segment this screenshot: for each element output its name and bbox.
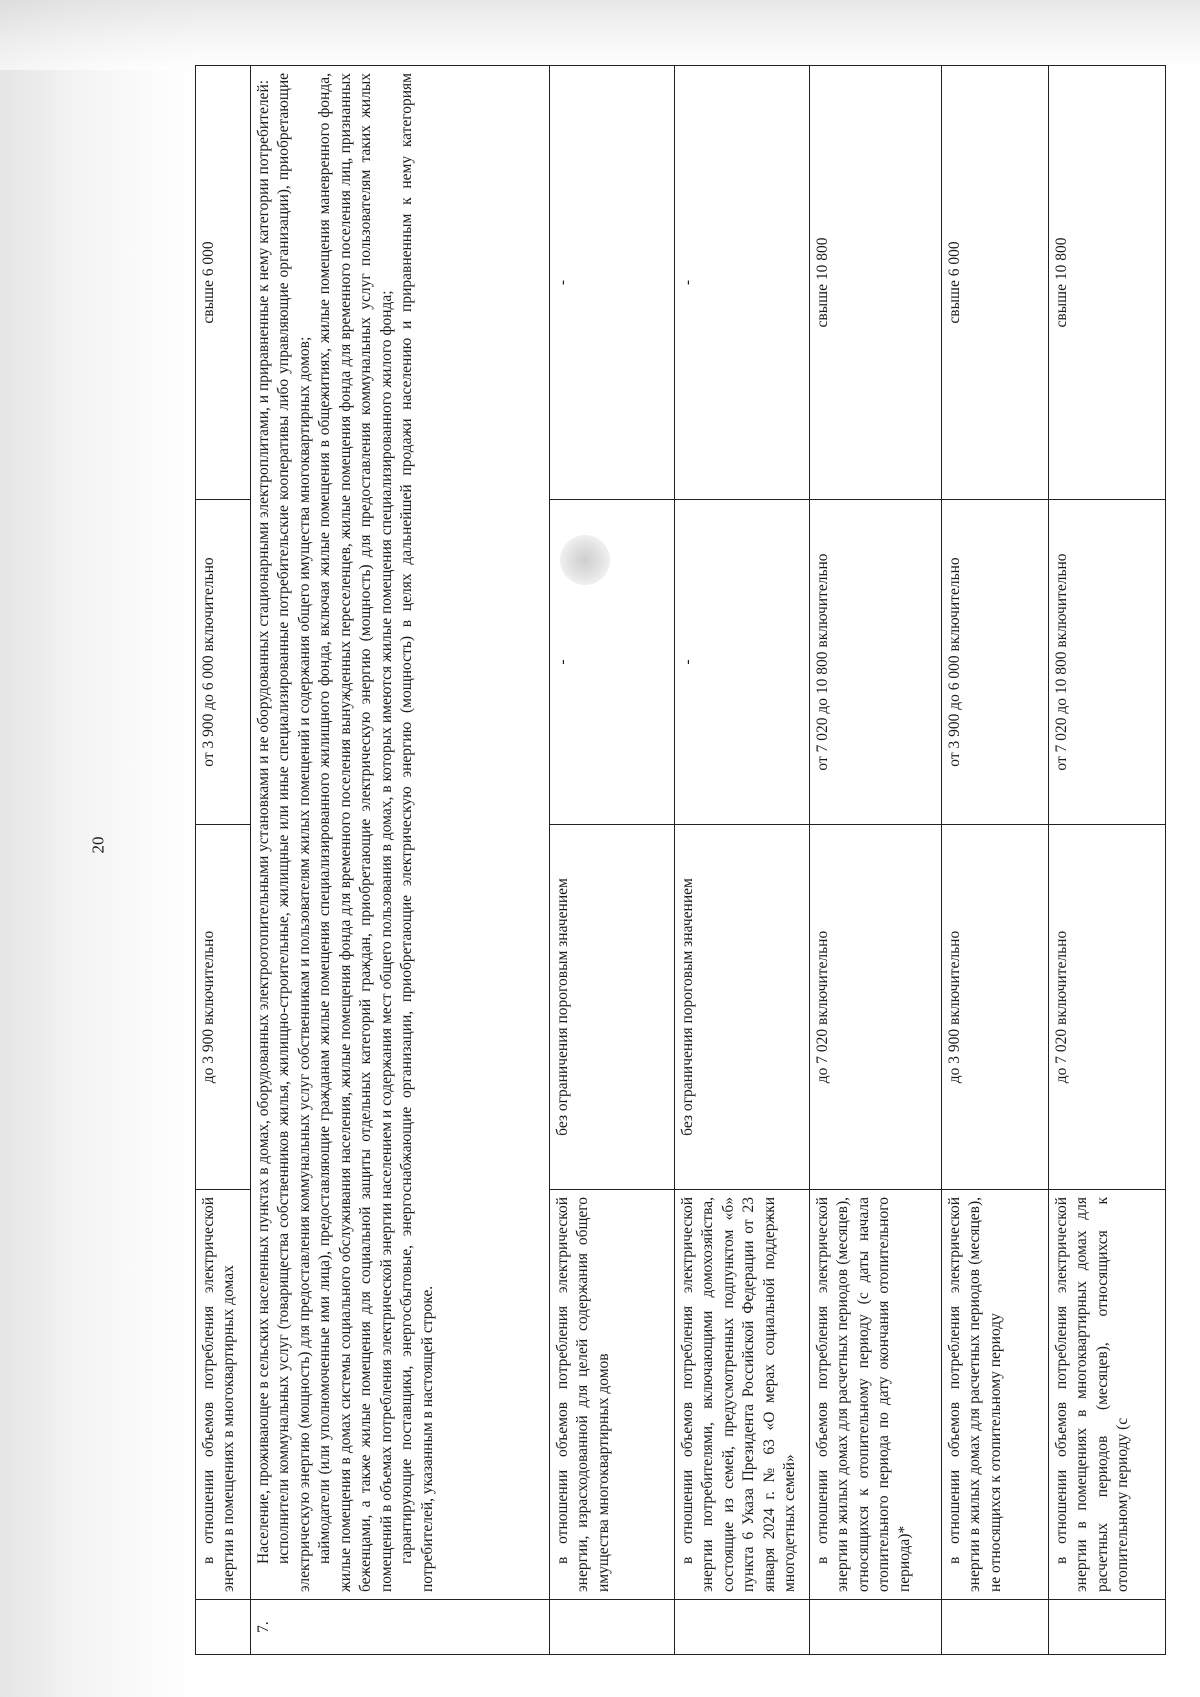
threshold-col-3: свыше 6 000 bbox=[942, 66, 1049, 500]
table-row bbox=[1049, 66, 1166, 1655]
row-description: в отношении объемов потребления электрической энергии, израсходованной для целей содержания общего имущества многоквартирных домов bbox=[550, 1190, 675, 1600]
threshold-col-2: - bbox=[550, 500, 675, 825]
page-number: 20 bbox=[88, 836, 108, 854]
threshold-col-1: до 3 900 включительно bbox=[196, 825, 251, 1190]
threshold-col-2: от 3 900 до 6 000 включительно bbox=[196, 500, 251, 825]
table-row bbox=[550, 66, 675, 1655]
threshold-col-1: до 7 020 включительно bbox=[810, 825, 942, 1190]
threshold-col-3: - bbox=[550, 66, 675, 500]
row-description: в отношении объемов потребления электрической энергии в помещениях в многоквартирных домах bbox=[196, 1190, 251, 1600]
rotated-page bbox=[195, 65, 1200, 1655]
row-description: в отношении объемов потребления электрической энергии в жилых домах для расчетных периодов (месяцев), относящихся к отопительному периоду (с даты начала отопительного периода по дату окончания отопительного периода)* bbox=[810, 1190, 942, 1600]
item-7-description bbox=[251, 66, 550, 1600]
table-row-item-7 bbox=[251, 66, 550, 1655]
threshold-col-3: свыше 10 800 bbox=[810, 66, 942, 500]
threshold-col-3: - bbox=[675, 66, 810, 500]
scan-shadow-top bbox=[0, 0, 1200, 70]
paragraph: исполнители коммунальных услуг (товарищества собственников жилья, жилищно-строительные, жилищные или иные специализированные потребительские кооперативы либо управляющие организации), приобретающие электрическую энергию (мощность) для предоставления коммунальных услуг собственникам и пользователям жилых помещений и содержания общего имущества многоквартирных домов; bbox=[275, 73, 313, 1592]
threshold-col-3: свыше 10 800 bbox=[1049, 66, 1166, 500]
threshold-col-1: до 7 020 включительно bbox=[1049, 825, 1166, 1190]
row-number-cell bbox=[1049, 1600, 1166, 1655]
row-description: в отношении объемов потребления электрической энергии в жилых домах для расчетных периодов (месяцев), не относящихся к отопительному периоду bbox=[942, 1190, 1049, 1600]
paragraph: Население, проживающее в сельских населенных пунктах в домах, оборудованных электроотопительными установками и не оборудованных стационарными электроплитами, и приравненные к нему категории потребителей: bbox=[255, 79, 272, 1564]
table-row bbox=[810, 66, 942, 1655]
threshold-col-2: - bbox=[675, 500, 810, 825]
threshold-col-1: без ограничения пороговым значением bbox=[675, 825, 810, 1190]
row-description: в отношении объемов потребления электрической энергии потребителями, включающими домохозяйства, состоящие из семей, предусмотренных подпунктом «б» пункта 6 Указа Президента Российской Федерации от 23 января 2024 г. № 63 «О мерах социальной поддержки многодетных семей» bbox=[675, 1190, 810, 1600]
threshold-col-2: от 7 020 до 10 800 включительно bbox=[1049, 500, 1166, 825]
threshold-col-2: от 7 020 до 10 800 включительно bbox=[810, 500, 942, 825]
row-description: в отношении объемов потребления электрической энергии в помещениях в многоквартирных домах для расчетных периодов (месяцев), относящихся к отопительному периоду (с bbox=[1049, 1190, 1166, 1600]
row-number-cell bbox=[942, 1600, 1049, 1655]
threshold-col-1: до 3 900 включительно bbox=[942, 825, 1049, 1190]
paragraph: гарантирующие поставщики, энергосбытовые, энергоснабжающие организации, приобретающие электрическую энергию (мощность) в целях дальнейшей продажи населению и приравненным к нему категориям потребителей, указанным в настоящей строке. bbox=[398, 73, 436, 1592]
item-number: 7. bbox=[251, 1600, 550, 1655]
threshold-col-3: свыше 6 000 bbox=[196, 66, 251, 500]
row-number-cell bbox=[675, 1600, 810, 1655]
table-row bbox=[942, 66, 1049, 1655]
tariff-table bbox=[195, 65, 1166, 1655]
table-row bbox=[675, 66, 810, 1655]
threshold-col-1: без ограничения пороговым значением bbox=[550, 825, 675, 1190]
row-number-cell bbox=[810, 1600, 942, 1655]
row-number-cell bbox=[550, 1600, 675, 1655]
table-row bbox=[196, 66, 251, 1655]
threshold-col-2: от 3 900 до 6 000 включительно bbox=[942, 500, 1049, 825]
row-number-cell bbox=[196, 1600, 251, 1655]
paragraph: наймодатели (или уполномоченные ими лица), предоставляющие гражданам жилые помещения специализированного жилищного фонда, включая жилые помещения в общежитиях, жилые помещения маневренного фонда, жилые помещения в домах системы социального обслуживания населения, жилые помещения фонда для временного поселения вынужденных переселенцев, жилые помещения фонда для временного поселения лиц, признанных беженцами, а также жилые помещения для социальной защиты отдельных категорий граждан, приобретающие электрическую энергию (мощность) для предоставления коммунальных услуг пользователям таких жилых помещений в объемах потребления электрической энергии населением и содержания мест общего пользования в домах, в которых имеются жилые помещения специализированного жилого фонда; bbox=[316, 73, 395, 1592]
